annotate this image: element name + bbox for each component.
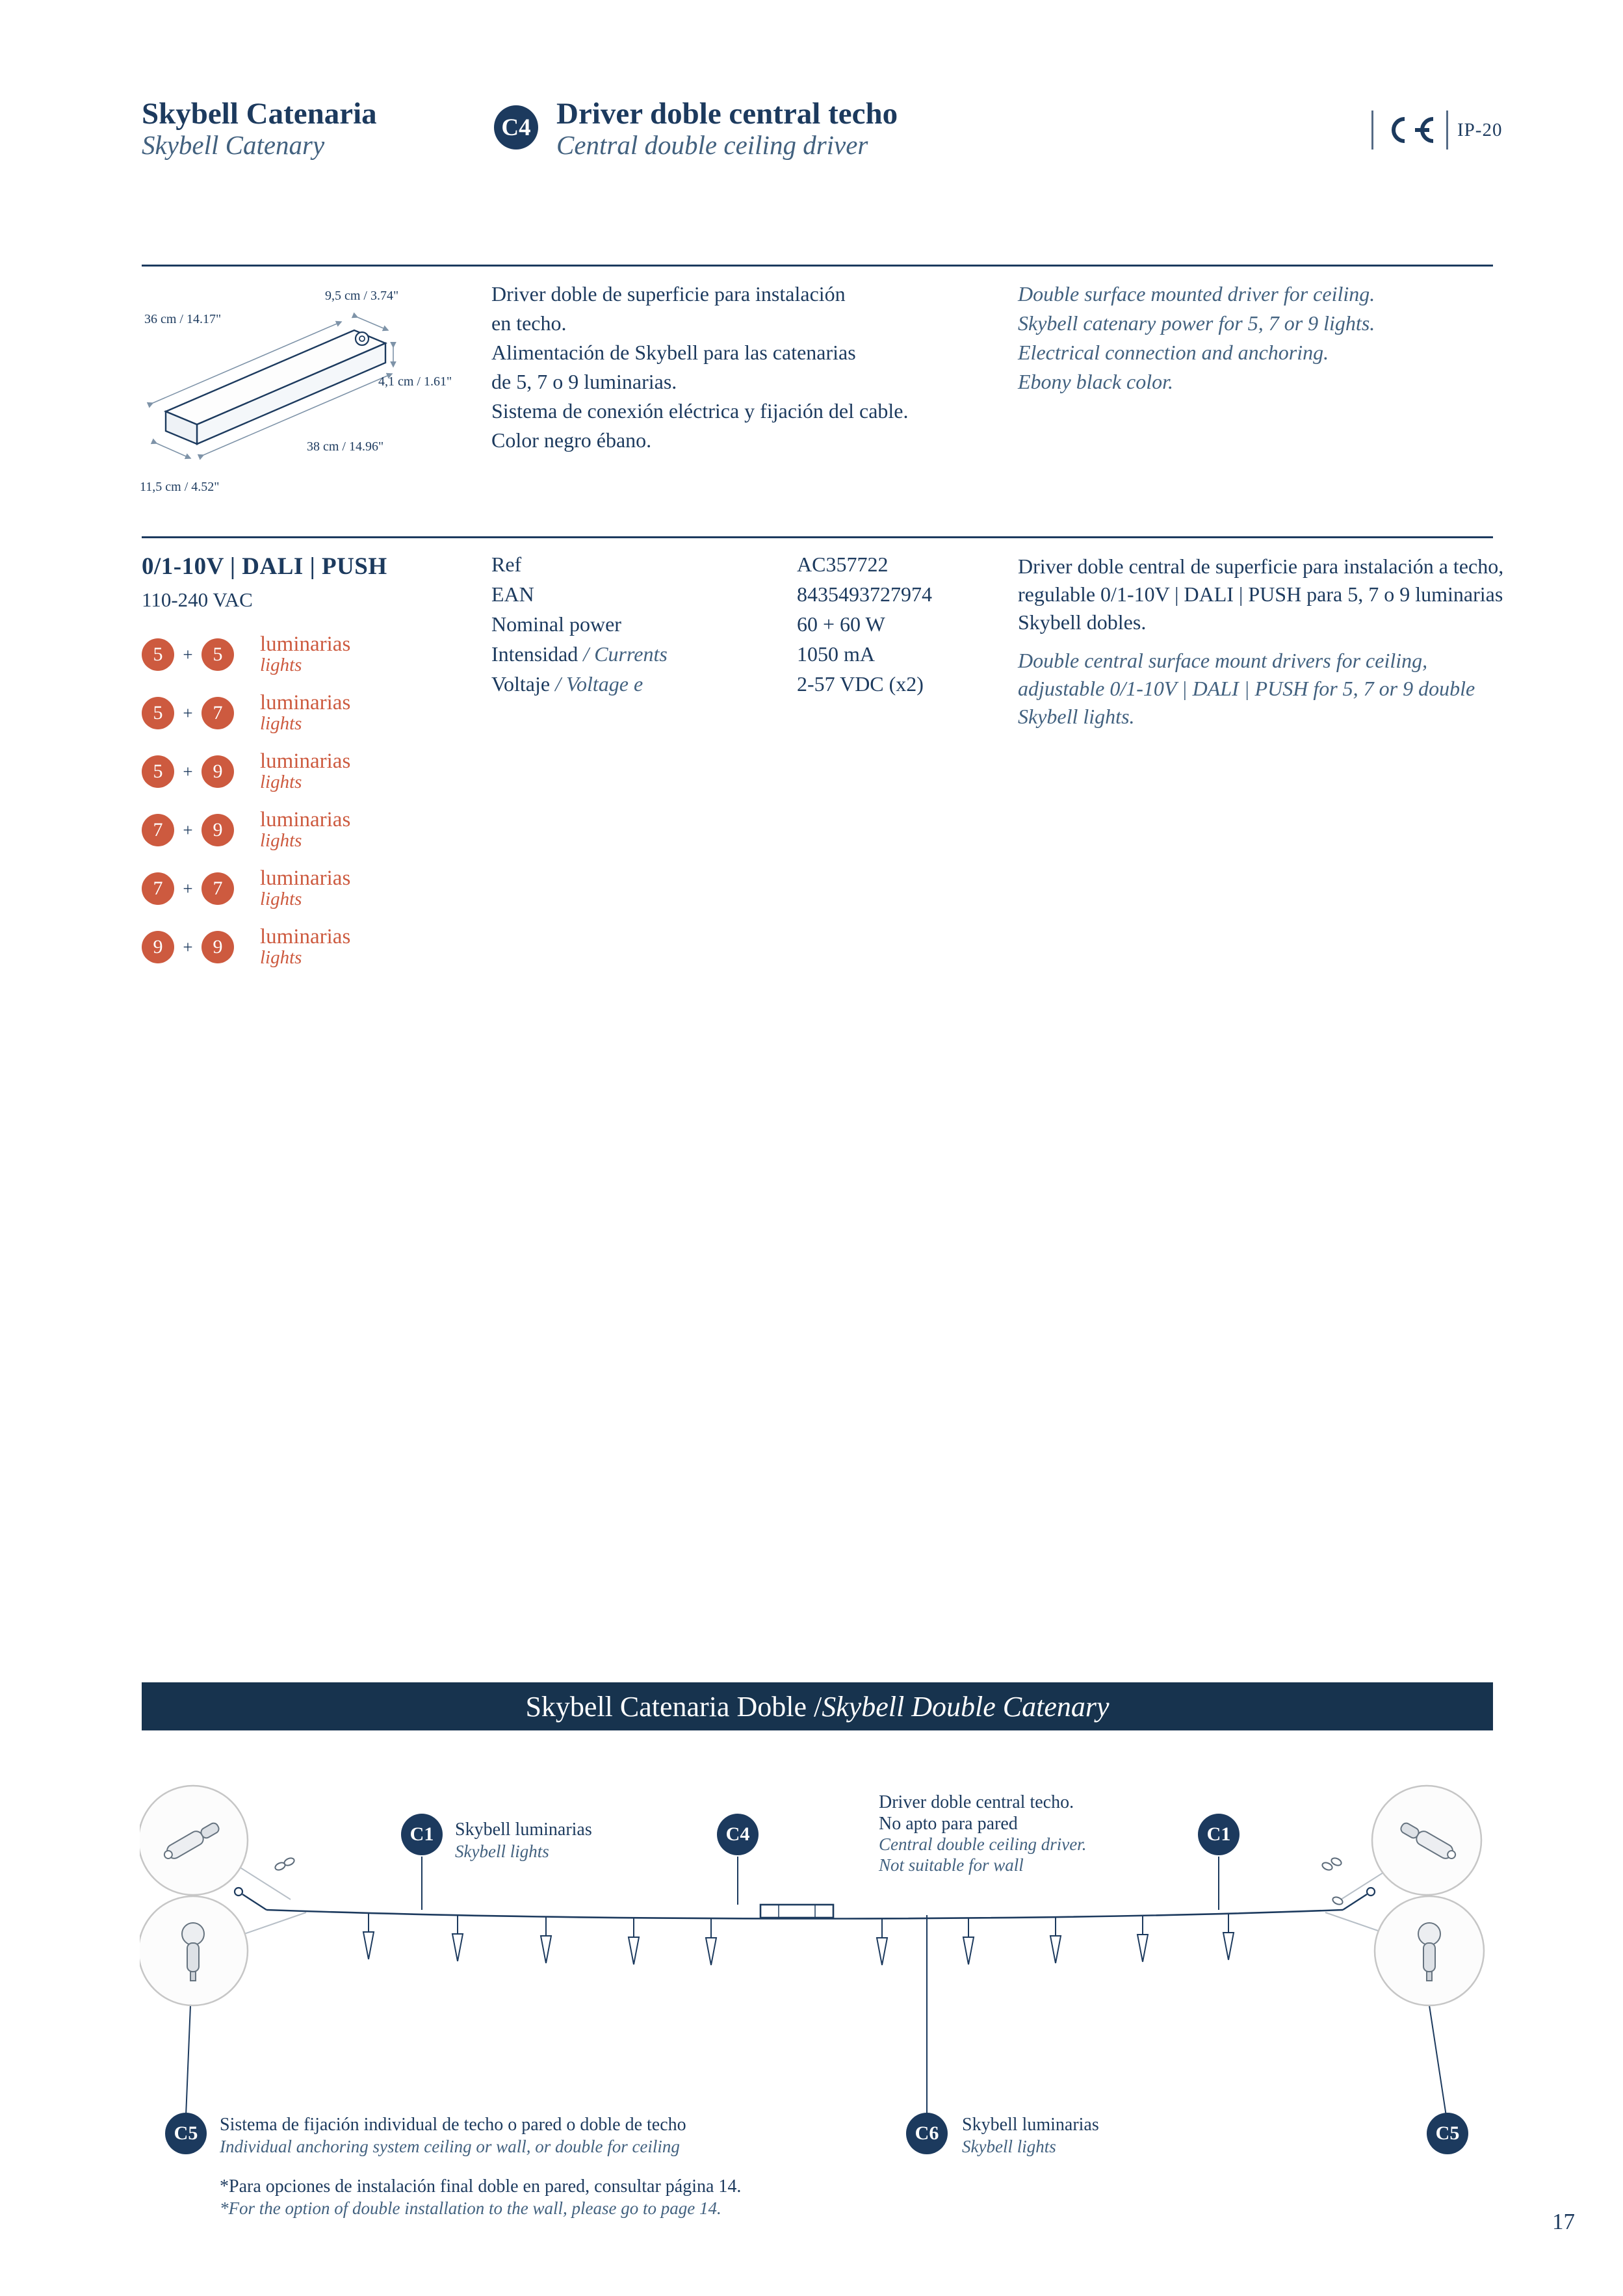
- spec-label: Intensidad: [491, 642, 578, 666]
- catenary-diagram: [140, 1742, 1493, 2116]
- label-en: lights: [260, 830, 302, 852]
- text-line: Color negro ébano.: [491, 428, 652, 452]
- badge-c1-left: C1: [401, 1814, 443, 1855]
- spec-table: [491, 553, 932, 702]
- dim-length-left: 36 cm / 14.17": [144, 312, 222, 326]
- combination-label: [260, 634, 350, 675]
- combination-label: [260, 751, 350, 792]
- badge-c4: C4: [717, 1814, 759, 1855]
- footnote-es: *Para opciones de instalación final doble en pared, consultar página 14.: [220, 2176, 742, 2197]
- combination-row: [142, 859, 480, 918]
- badge-c5-right: C5: [1427, 2113, 1468, 2154]
- section-banner: [142, 1682, 1493, 1730]
- plus-sign: +: [183, 703, 193, 723]
- text-line: en techo.: [491, 311, 567, 335]
- label-es: luminarias: [260, 925, 351, 949]
- badge-c1-right: C1: [1198, 1814, 1240, 1855]
- count-circle: 9: [201, 814, 234, 846]
- plus-sign: +: [183, 820, 193, 840]
- banner-title: Skybell Catenaria Doble /: [525, 1690, 822, 1723]
- caption-c1-left: [455, 1819, 592, 1862]
- plus-sign: +: [183, 644, 193, 664]
- central-driver-box: [760, 1905, 833, 1918]
- overview-description-es: [491, 280, 909, 455]
- divider: [1446, 111, 1448, 150]
- horizontal-rule: [142, 536, 1493, 538]
- spec-value: AC357722: [797, 553, 889, 576]
- count-circle: 7: [142, 872, 174, 905]
- plus-sign: +: [183, 761, 193, 781]
- caption-en: Skybell lights: [962, 2136, 1056, 2156]
- spec-label: Ref: [491, 553, 522, 576]
- combination-label: [260, 692, 350, 733]
- spec-value: 2-57 VDC (x2): [797, 672, 924, 696]
- label-es: luminarias: [260, 867, 351, 891]
- label-en: lights: [260, 713, 302, 735]
- label-es: luminarias: [260, 691, 351, 715]
- spec-value: 8435493727974: [797, 582, 932, 606]
- spec-label: EAN: [491, 582, 534, 606]
- banner-title-italic: Skybell Double Catenary: [822, 1690, 1110, 1723]
- spec-description-es: Driver doble central de superficie para instalación a techo, regulable 0/1-10V | DALI | PUSH para 5, 7 o 9 luminarias Skybell dobles.: [1018, 554, 1504, 634]
- dim-height: 4,1 cm / 1.61": [378, 374, 452, 389]
- spec-description-en: Double central surface mount drivers for ceiling, adjustable 0/1-10V | DALI | PUSH for 5, 7 or 9 double Skybell lights.: [1018, 649, 1475, 728]
- chain-link-icon: [274, 1857, 1344, 1906]
- control-protocols: 0/1-10V | DALI | PUSH: [142, 553, 387, 580]
- combination-row: [142, 684, 480, 742]
- text-line: Alimentación de Skybell para las catenarias: [491, 341, 856, 364]
- text-line: Double surface mounted driver for ceiling.: [1018, 282, 1375, 306]
- text-line: Sistema de conexión eléctrica y fijación del cable.: [491, 399, 909, 423]
- caption-en: Central double ceiling driver.: [879, 1834, 1087, 1855]
- brand-subtitle: Skybell Catenary: [142, 129, 325, 160]
- spec-label: Nominal power: [491, 612, 621, 636]
- badge-c6: C6: [906, 2113, 948, 2154]
- pendant-lights: [363, 1912, 1234, 1965]
- page-subtitle: Central double ceiling driver: [556, 129, 868, 160]
- count-circle: 7: [201, 872, 234, 905]
- label-en: lights: [260, 947, 302, 969]
- plus-sign: +: [183, 937, 193, 957]
- brand-block: [142, 98, 377, 160]
- count-circle: 9: [142, 931, 174, 963]
- overview-description-en: [1018, 280, 1375, 397]
- caption-es: Driver doble central techo.: [879, 1792, 1074, 1812]
- text-line: Ebony black color.: [1018, 370, 1174, 393]
- count-circle: 5: [142, 755, 174, 788]
- spec-row: [491, 582, 932, 612]
- combination-label: [260, 868, 350, 909]
- caption-es: Skybell luminarias: [455, 1820, 592, 1840]
- caption-c6: [962, 2114, 1099, 2157]
- spec-row: [491, 642, 932, 672]
- count-circle: 9: [201, 931, 234, 963]
- light-combinations: [142, 625, 480, 976]
- label-es: luminarias: [260, 750, 351, 774]
- spec-label-en: / Voltage e: [550, 672, 643, 696]
- combination-label: [260, 809, 350, 850]
- spec-row: [491, 612, 932, 642]
- footnote: [220, 2175, 741, 2220]
- spec-value: 1050 mA: [797, 642, 875, 666]
- count-circle: 7: [142, 814, 174, 846]
- text-line: Driver doble de superficie para instalación: [491, 282, 846, 306]
- dim-depth: 11,5 cm / 4.52": [140, 480, 220, 494]
- spec-label: Voltaje: [491, 672, 551, 696]
- caption-es: Skybell luminarias: [962, 2115, 1099, 2135]
- label-es: luminarias: [260, 633, 351, 657]
- count-circle: 5: [201, 638, 234, 671]
- label-en: lights: [260, 655, 302, 676]
- caption-es: No apto para pared: [879, 1814, 1018, 1834]
- combination-row: [142, 801, 480, 859]
- text-line: Skybell catenary power for 5, 7 or 9 lights.: [1018, 311, 1375, 335]
- spec-label-en: / Currents: [578, 642, 668, 666]
- spec-description: [1018, 553, 1504, 731]
- caption-en: Individual anchoring system ceiling or wall, or double for ceiling: [220, 2136, 680, 2156]
- count-circle: 7: [201, 697, 234, 729]
- caption-en: Skybell lights: [455, 1841, 549, 1861]
- label-es: luminarias: [260, 808, 351, 832]
- count-circle: 5: [142, 697, 174, 729]
- caption-c5-left: [220, 2114, 686, 2157]
- caption-en: Not suitable for wall: [879, 1855, 1024, 1875]
- detail-callout-circles: [140, 1786, 1484, 2005]
- horizontal-rule: [142, 265, 1493, 267]
- text-line: Electrical connection and anchoring.: [1018, 341, 1329, 364]
- count-circle: 5: [142, 638, 174, 671]
- spec-value: 60 + 60 W: [797, 612, 885, 636]
- input-voltage: 110-240 VAC: [142, 588, 253, 611]
- caption-c4: [879, 1792, 1086, 1876]
- header-titles: [556, 98, 898, 160]
- divider: [1371, 111, 1373, 150]
- label-en: lights: [260, 889, 302, 910]
- spec-row: [491, 553, 932, 582]
- count-circle: 9: [201, 755, 234, 788]
- ip-rating: IP-20: [1457, 119, 1503, 140]
- spec-row: [491, 672, 932, 702]
- plus-sign: +: [183, 878, 193, 898]
- page-title: Driver doble central techo: [556, 97, 898, 131]
- combination-row: [142, 625, 480, 684]
- certification-block: [1371, 107, 1502, 153]
- dim-width-top: 9,5 cm / 3.74": [325, 289, 399, 303]
- combination-row: [142, 742, 480, 801]
- page-number: 17: [1552, 2209, 1575, 2234]
- footnote-en: *For the option of double installation to the wall, please go to page 14.: [220, 2198, 721, 2218]
- combination-row: [142, 918, 480, 976]
- label-en: lights: [260, 772, 302, 793]
- badge-c5-left: C5: [165, 2113, 207, 2154]
- dim-length-bottom: 38 cm / 14.96": [307, 439, 384, 454]
- ce-mark-icon: [1383, 115, 1437, 145]
- caption-es: Sistema de fijación individual de techo o pared o doble de techo: [220, 2115, 686, 2135]
- brand-title: Skybell Catenaria: [142, 97, 377, 131]
- product-code-badge: C4: [494, 105, 538, 150]
- combination-label: [260, 926, 350, 967]
- text-line: de 5, 7 o 9 luminarias.: [491, 370, 677, 393]
